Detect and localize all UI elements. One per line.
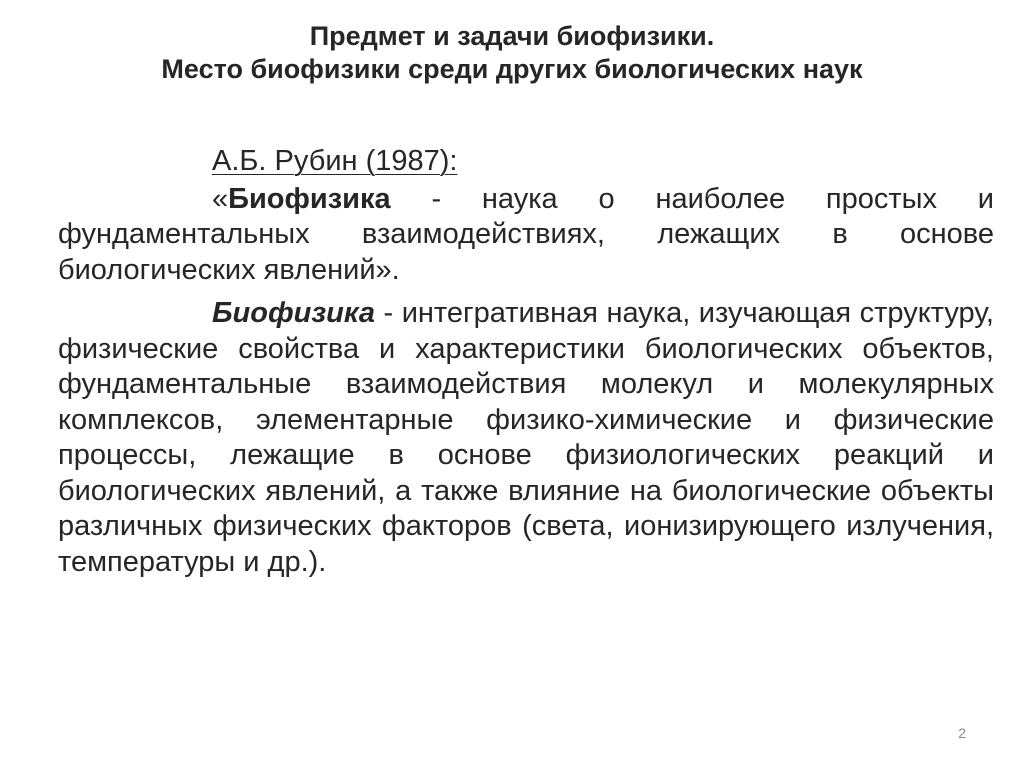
definition-1-term: Биофизика (228, 182, 391, 215)
definition-paragraph-2 (58, 296, 994, 580)
author-citation-text: А.Б. Рубин (1987): (212, 145, 458, 177)
definition-1-text: - наука о наиболее простых и фундаментальных взаимодействиях, лежащих в основе биологических явлений». (58, 182, 994, 286)
title-line-2: Место биофизики среди других биологических наук (161, 54, 863, 84)
open-quote: « (212, 182, 229, 215)
definition-2-term: Биофизика (212, 297, 376, 329)
definition-2-text: - интегративная наука, изучающая структуру, физические свойства и характеристики биологических объектов, фундаментальные взаимодействия молекул и молекулярных комплексов, элементарные физико-химические и физические процессы, лежащие в основе физиологических реакций и биологических явлений, а также влияние на биологические объекты различных физических факторов (света, ионизирующего излучения, температуры и др.). (58, 297, 994, 578)
slide-title (60, 20, 964, 86)
definition-paragraph-1 (58, 182, 994, 289)
title-line-1: Предмет и задачи биофизики. (309, 21, 715, 51)
slide-body (58, 144, 994, 588)
author-citation (58, 144, 994, 180)
page-number: 2 (958, 725, 966, 741)
